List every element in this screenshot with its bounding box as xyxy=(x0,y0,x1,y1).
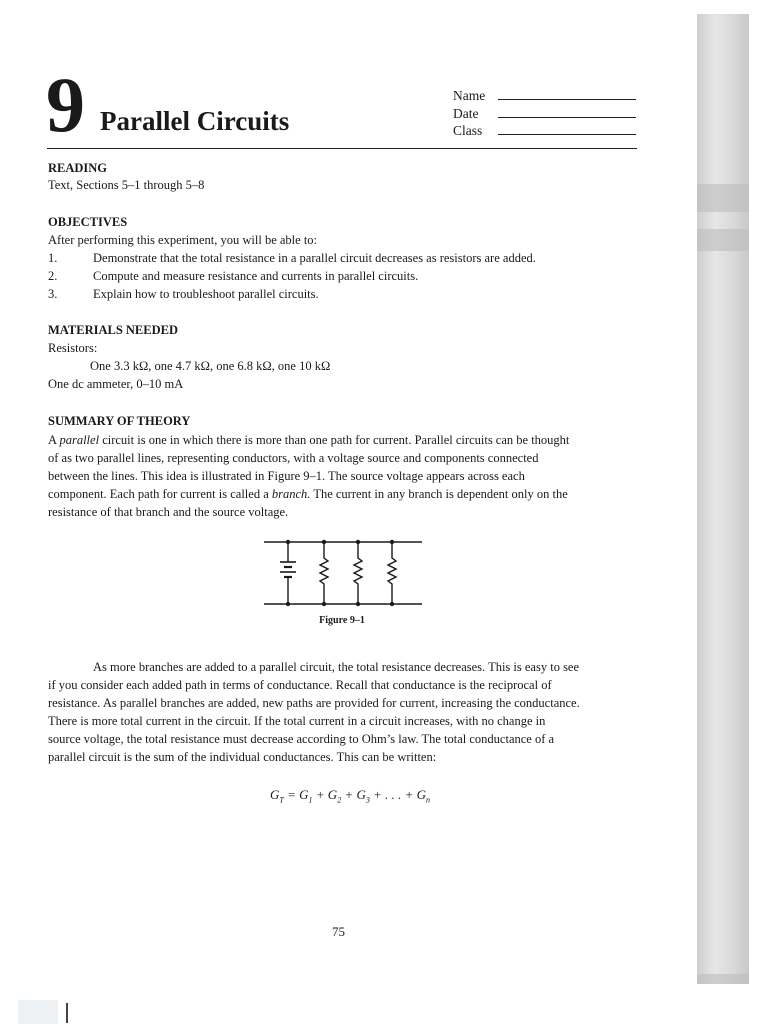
theory-line xyxy=(48,434,569,447)
class-line[interactable] xyxy=(498,134,636,135)
text-run: component. Each path for current is called a xyxy=(48,487,272,501)
theory-line: There is more total current in the circuit. If the total current in a circuit increases, with no change in xyxy=(48,714,546,728)
text-run: The current in any branch is dependent only on the xyxy=(310,487,568,501)
text-run: of as two parallel lines, representing conductors, with a voltage source and components connected xyxy=(48,451,539,465)
theory-line: if you consider each added path in terms of conductance. Recall that conductance is the reciprocal of xyxy=(48,678,552,692)
formula-subscript: 2 xyxy=(337,795,342,805)
emphasis-term: branch. xyxy=(271,487,311,501)
theory-line xyxy=(48,488,568,501)
formula-symbol: G xyxy=(270,787,280,802)
date-line[interactable] xyxy=(498,117,636,118)
name-line[interactable] xyxy=(498,99,636,100)
formula-term: + . . . + G xyxy=(369,787,427,802)
gutter-shadow xyxy=(697,974,749,984)
figure-caption: Figure 9–1 xyxy=(319,615,365,626)
date-label: Date xyxy=(453,106,479,121)
ammeter-text: One dc ammeter, 0–10 mA xyxy=(48,377,184,391)
scan-smudge xyxy=(18,1000,58,1024)
objectives-intro: After performing this experiment, you will be able to: xyxy=(48,233,318,247)
formula-term: = G xyxy=(283,787,309,802)
formula-subscript: 1 xyxy=(308,795,313,805)
materials-heading: MATERIALS NEEDED xyxy=(48,323,178,337)
theory-line: parallel circuit is the sum of the individual conductances. This can be written: xyxy=(48,750,437,764)
objective-number: 2. xyxy=(48,269,58,283)
theory-line xyxy=(48,506,288,519)
chapter-number: 9 xyxy=(46,61,83,148)
class-label: Class xyxy=(453,123,483,138)
figure-9-1-circuit xyxy=(258,534,428,614)
resistors-label: Resistors: xyxy=(48,341,98,355)
objectives-heading: OBJECTIVES xyxy=(48,215,128,229)
emphasis-term: parallel xyxy=(59,433,100,447)
resistors-list: One 3.3 kΩ, one 4.7 kΩ, one 6.8 kΩ, one 10 kΩ xyxy=(90,359,331,373)
header-rule xyxy=(47,148,637,149)
scan-mark xyxy=(66,1003,68,1023)
text-run: A xyxy=(48,433,60,447)
objective-number: 1. xyxy=(48,251,58,265)
figure-caption-wrap xyxy=(0,616,768,626)
theory-line: resistance. As parallel branches are added, new paths are provided for current, increasing the conductance. xyxy=(48,696,580,710)
name-label: Name xyxy=(453,88,486,103)
gutter-shadow xyxy=(697,229,749,251)
formula-term: + G xyxy=(312,787,338,802)
text-run: between the lines. This idea is illustrated in Figure 9–1. The source voltage appears across each xyxy=(48,469,525,483)
theory-line xyxy=(48,470,525,483)
theory-line: As more branches are added to a parallel circuit, the total resistance decreases. This is easy to see xyxy=(93,660,580,674)
chapter-title: Parallel Circuits xyxy=(100,106,290,136)
text-run: circuit is one in which there is more than one path for current. Parallel circuits can be thought xyxy=(99,433,570,447)
theory-line xyxy=(48,452,538,465)
reading-heading: READING xyxy=(48,161,108,175)
theory-line: source voltage, the total resistance must decrease according to Ohm’s law. The total conductance of a xyxy=(48,732,555,746)
page-number: 75 xyxy=(332,924,345,939)
binding-gutter xyxy=(697,14,749,984)
formula-subscript: 3 xyxy=(365,795,370,805)
conductance-formula xyxy=(270,788,430,805)
objective-item: Demonstrate that the total resistance in a parallel circuit decreases as resistors are added. xyxy=(93,251,536,265)
reading-text: Text, Sections 5–1 through 5–8 xyxy=(48,178,205,192)
formula-term: + G xyxy=(341,787,366,802)
formula-subscript: n xyxy=(426,795,431,805)
formula-subscript: T xyxy=(279,795,284,805)
gutter-shadow xyxy=(697,184,749,212)
text-run: resistance of that branch and the source voltage. xyxy=(48,505,289,519)
objective-number: 3. xyxy=(48,287,58,301)
objective-item: Compute and measure resistance and currents in parallel circuits. xyxy=(93,269,419,283)
objective-item: Explain how to troubleshoot parallel circuits. xyxy=(93,287,319,301)
theory-heading: SUMMARY OF THEORY xyxy=(48,414,191,428)
